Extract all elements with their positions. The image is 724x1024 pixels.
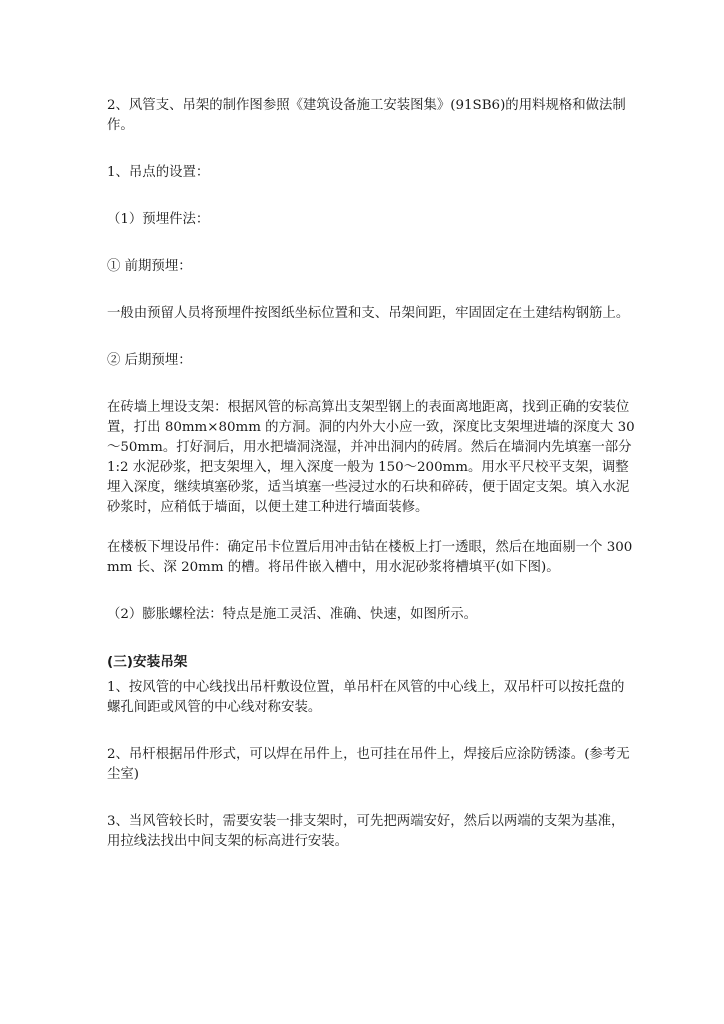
paragraph-late-embedding-title: ② 后期预埋： <box>107 353 192 368</box>
section-heading-install-hangers: (三)安装吊架 <box>107 654 188 670</box>
paragraph-early-embedding-text: 一般由预留人员将预埋件按图纸坐标位置和支、吊架间距，牢固固定在土建结构钢筋上。 <box>107 306 630 321</box>
paragraph-hanger-rod-position: 1、按风管的中心线找出吊杆敷设位置，单吊杆在风管的中心线上，双吊杆可以按托盘的螺孔间距或风管的中心线对称安装。 <box>107 680 625 715</box>
paragraph-floor-slab-hanger: 在楼板下埋设吊件：确定吊卡位置后用冲击钻在楼板上打一透眼，然后在地面剔一个 300mm 长、深 20mm 的槽。将吊件嵌入槽中，用水泥砂浆将槽填平(如下图)。 <box>107 540 633 575</box>
paragraph-hanging-point-title: 1、吊点的设置： <box>107 165 210 180</box>
document-body <box>107 96 637 852</box>
paragraph-expansion-bolt-method: （2）膨胀螺栓法：特点是施工灵活、准确、快速，如图所示。 <box>107 607 478 622</box>
paragraph-hanger-rod-welding: 2、吊杆根据吊件形式，可以焊在吊件上，也可挂在吊件上，焊接后应涂防锈漆。(参考无尘室) <box>107 747 630 782</box>
paragraph-brick-wall-support: 在砖墙上埋设支架：根据风管的标高算出支架型钢上的表面离地距离，找到正确的安装位置，打出 80mm×80mm 的方洞。洞的内外大小应一致，深度比支架埋进墙的深度大 30～50mm。打好洞后，用水把墙洞浇湿，并冲出洞内的砖屑。然后在墙洞内先填塞一部分 1:2 水泥砂浆，把支架埋入，埋入深度一般为 150～200mm。用水平尺校平支架，调整埋入深度，继续填塞砂浆，适当填塞一些浸过水的石块和碎砖，便于固定支架。填入水泥砂浆时，应稍低于墙面，以便土建工种进行墙面装修。 <box>107 400 636 515</box>
paragraph-long-duct-support: 3、当风管较长时，需要安装一排支架时，可先把两端安好，然后以两端的支架为基准，用拉线法找出中间支架的标高进行安装。 <box>107 814 625 849</box>
paragraph-embedded-method-title: （1）预埋件法： <box>107 212 210 227</box>
paragraph-fabrication-reference: 2、风管支、吊架的制作图参照《建筑设备施工安装图集》(91SB6)的用料规格和做法制作。 <box>107 98 626 133</box>
paragraph-early-embedding-title: ① 前期预埋： <box>107 259 192 274</box>
